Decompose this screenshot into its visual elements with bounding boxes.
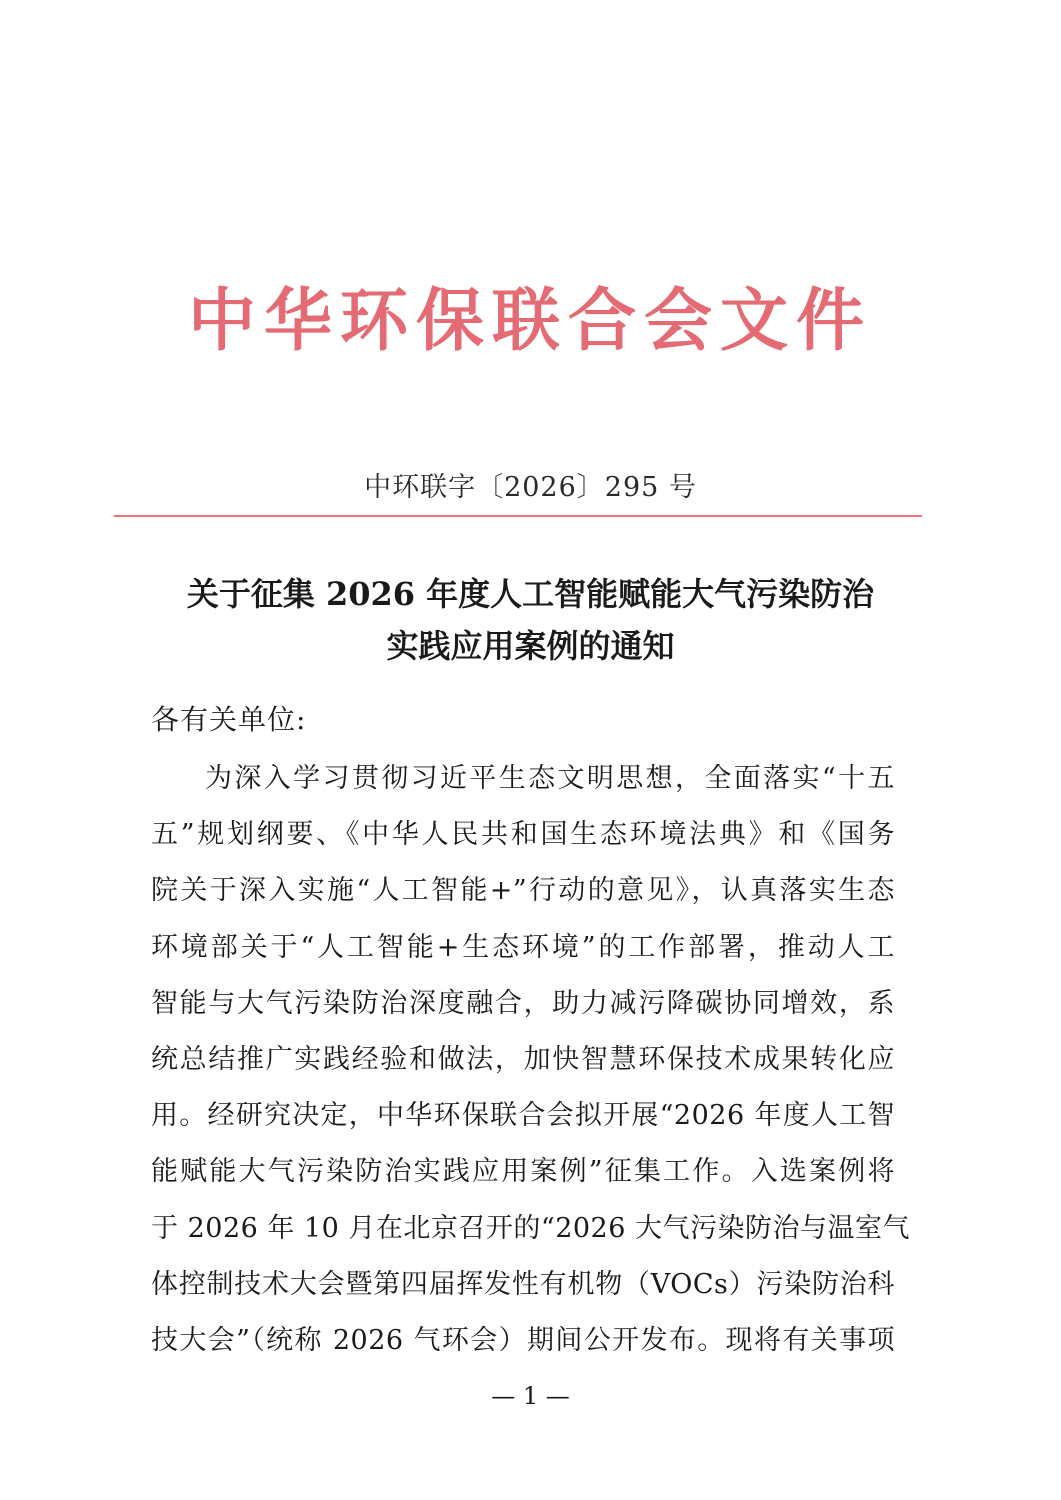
body-line: 体控制技术大会暨第四届挥发性有机物（VOCs）污染防治科: [151, 1268, 895, 1300]
body-paragraph: [151, 751, 910, 1369]
notice-title: [0, 568, 1061, 672]
body-line: 环境部关于“人工智能+生态环境”的工作部署，推动人工: [151, 931, 895, 963]
body-line: 五”规划纲要、《中华人民共和国生态环境法典》和《国务: [151, 819, 895, 851]
body-line: 统总结推广实践经验和做法，加快智慧环保技术成果转化应: [151, 1043, 895, 1075]
body-line: 用。经研究决定，中华环保联合会拟开展“2026 年度人工智: [151, 1100, 895, 1132]
body-line: 于 2026 年 10 月在北京召开的“2026 大气污染防治与温室气: [151, 1212, 910, 1244]
salutation: 各有关单位:: [151, 703, 307, 736]
notice-title-line-1: 关于征集 2026 年度人工智能赋能大气污染防治: [186, 575, 875, 613]
notice-title-line-2: 实践应用案例的通知: [386, 627, 675, 665]
body-line: 院关于深入实施“人工智能+”行动的意见》，认真落实生态: [151, 875, 895, 907]
body-line: 能赋能大气污染防治实践应用案例”征集工作。入选案例将: [151, 1156, 895, 1188]
body-line: 为深入学习贯彻习近平生态文明思想，全面落实“十五: [205, 763, 895, 794]
issuing-organization-title: 中华环保联合会文件: [187, 282, 872, 361]
red-header-divider: [114, 515, 922, 517]
document-number: 中环联字〔2026〕295 号: [364, 472, 697, 503]
page-number: — 1 —: [491, 1382, 570, 1410]
body-line: 智能与大气污染防治深度融合，助力减污降碳协同增效，系: [151, 987, 895, 1019]
body-line: 技大会”（统称 2026 气环会）期间公开发布。现将有关事项: [151, 1324, 895, 1356]
